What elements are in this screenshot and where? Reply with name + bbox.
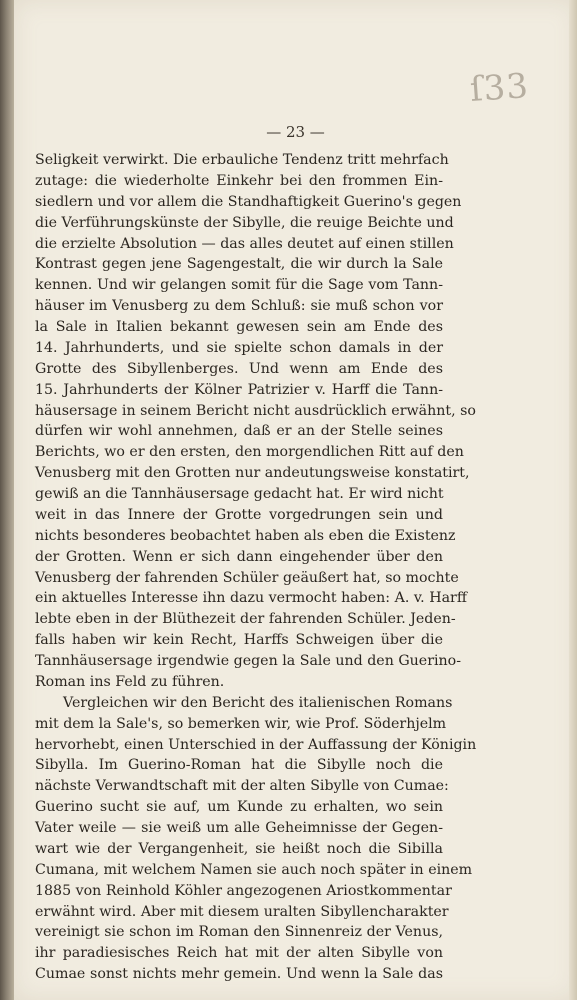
page-number: — 23 — <box>266 123 325 141</box>
text-line: ihr paradiesisches Reich hat mit der alten Sibylle von <box>35 945 443 962</box>
text-line: nächste Verwandtschaft mit der alten Sibylle von Cumae: <box>35 778 449 795</box>
text-line: Tannhäusersage irgendwie gegen la Sale und den Guerino- <box>35 653 461 669</box>
paragraph <box>35 693 477 985</box>
text-line: Kontrast gegen jene Sagengestalt, die wir durch la Sale <box>35 256 443 273</box>
body-text <box>35 150 477 985</box>
library-shelf-mark: ſ33 <box>468 65 531 111</box>
book-gutter <box>0 0 14 1000</box>
text-line: zutage: die wiederholte Einkehr bei den frommen Ein- <box>35 172 443 189</box>
text-line: die erzielte Absolution — das alles deutet auf einen stillen <box>35 235 454 252</box>
text-line: Sibylla. Im Guerino-Roman hat die Sibylle noch die <box>35 757 443 774</box>
text-line: dürfen wir wohl annehmen, daß er an der Stelle seines <box>35 423 443 440</box>
text-line: Roman ins Feld zu führen. <box>35 673 225 690</box>
text-line: weit in das Innere der Grotte vorgedrungen sein und <box>35 506 443 523</box>
text-line: erwähnt wird. Aber mit diesem uralten Sibyllencharakter <box>35 903 449 920</box>
text-line: gewiß an die Tannhäusersage gedacht hat. Er wird nicht <box>35 486 444 502</box>
text-line: nichts besonderes beobachtet haben als eben die Existenz <box>35 527 456 544</box>
text-line: Cumana, mit welchem Namen sie auch noch später in einem <box>35 861 473 878</box>
text-line: der Grotten. Wenn er sich dann eingehender über den <box>35 548 443 565</box>
text-line: wart wie der Vergangenheit, sie heißt noch die Sibilla <box>35 840 443 857</box>
text-line: Berichts, wo er den ersten, den morgendlichen Ritt auf den <box>35 444 464 461</box>
text-line: la Sale in Italien bekannt gewesen sein am Ende des <box>35 319 443 335</box>
text-line: lebte eben in der Blüthezeit der fahrenden Schüler. Jeden- <box>35 611 456 628</box>
text-line: Venusberg mit den Grotten nur andeutungsweise konstatirt, <box>35 465 470 482</box>
text-line: siedlern und vor allem die Standhaftigkeit Guerino's gegen <box>35 193 462 210</box>
text-line: 1885 von Reinhold Köhler angezogenen Ariostkommentar <box>35 882 452 899</box>
text-line: Guerino sucht sie auf, um Kunde zu erhalten, wo sein <box>35 799 443 816</box>
text-line: vereinigt sie schon im Roman den Sinnenreiz der Venus, <box>35 924 443 941</box>
text-line: falls haben wir kein Recht, Harffs Schweigen über die <box>35 632 443 649</box>
text-line: 14. Jahrhunderts, und sie spielte schon damals in der <box>35 339 443 356</box>
text-line: Grotte des Sibyllenberges. Und wenn am Ende des <box>35 360 443 377</box>
text-line: häuser im Venusberg zu dem Schluß: sie muß schon vor <box>35 298 443 315</box>
text-line: Cumae sonst nichts mehr gemein. Und wenn la Sale das <box>35 966 443 983</box>
text-line: hervorhebt, einen Unterschied in der Auffassung der Königin <box>35 736 477 753</box>
text-line: Seligkeit verwirkt. Die erbauliche Tendenz tritt mehrfach <box>35 152 449 168</box>
text-line: häusersage in seinem Bericht nicht ausdrücklich erwähnt, so <box>35 402 476 419</box>
text-line: Vergleichen wir den Bericht des italienischen Romans <box>63 694 453 711</box>
text-line: die Verführungskünste der Sibylle, die reuige Beichte und <box>35 214 454 231</box>
text-line: kennen. Und wir gelangen somit für die Sage vom Tann- <box>35 277 443 294</box>
text-line: Venusberg der fahrenden Schüler geäußert hat, so mochte <box>35 569 459 586</box>
paragraph <box>35 150 476 693</box>
page-right-edge <box>569 0 577 1000</box>
text-line: ein aktuelles Interesse ihn dazu vermocht haben: A. v. Harff <box>35 590 467 607</box>
text-line: 15. Jahrhunderts der Kölner Patrizier v. Harff die Tann- <box>35 381 443 398</box>
text-line: Vater weile — sie weiß um alle Geheimnisse der Gegen- <box>35 820 443 836</box>
text-line: mit dem la Sale's, so bemerken wir, wie Prof. Söderhjelm <box>35 715 447 732</box>
